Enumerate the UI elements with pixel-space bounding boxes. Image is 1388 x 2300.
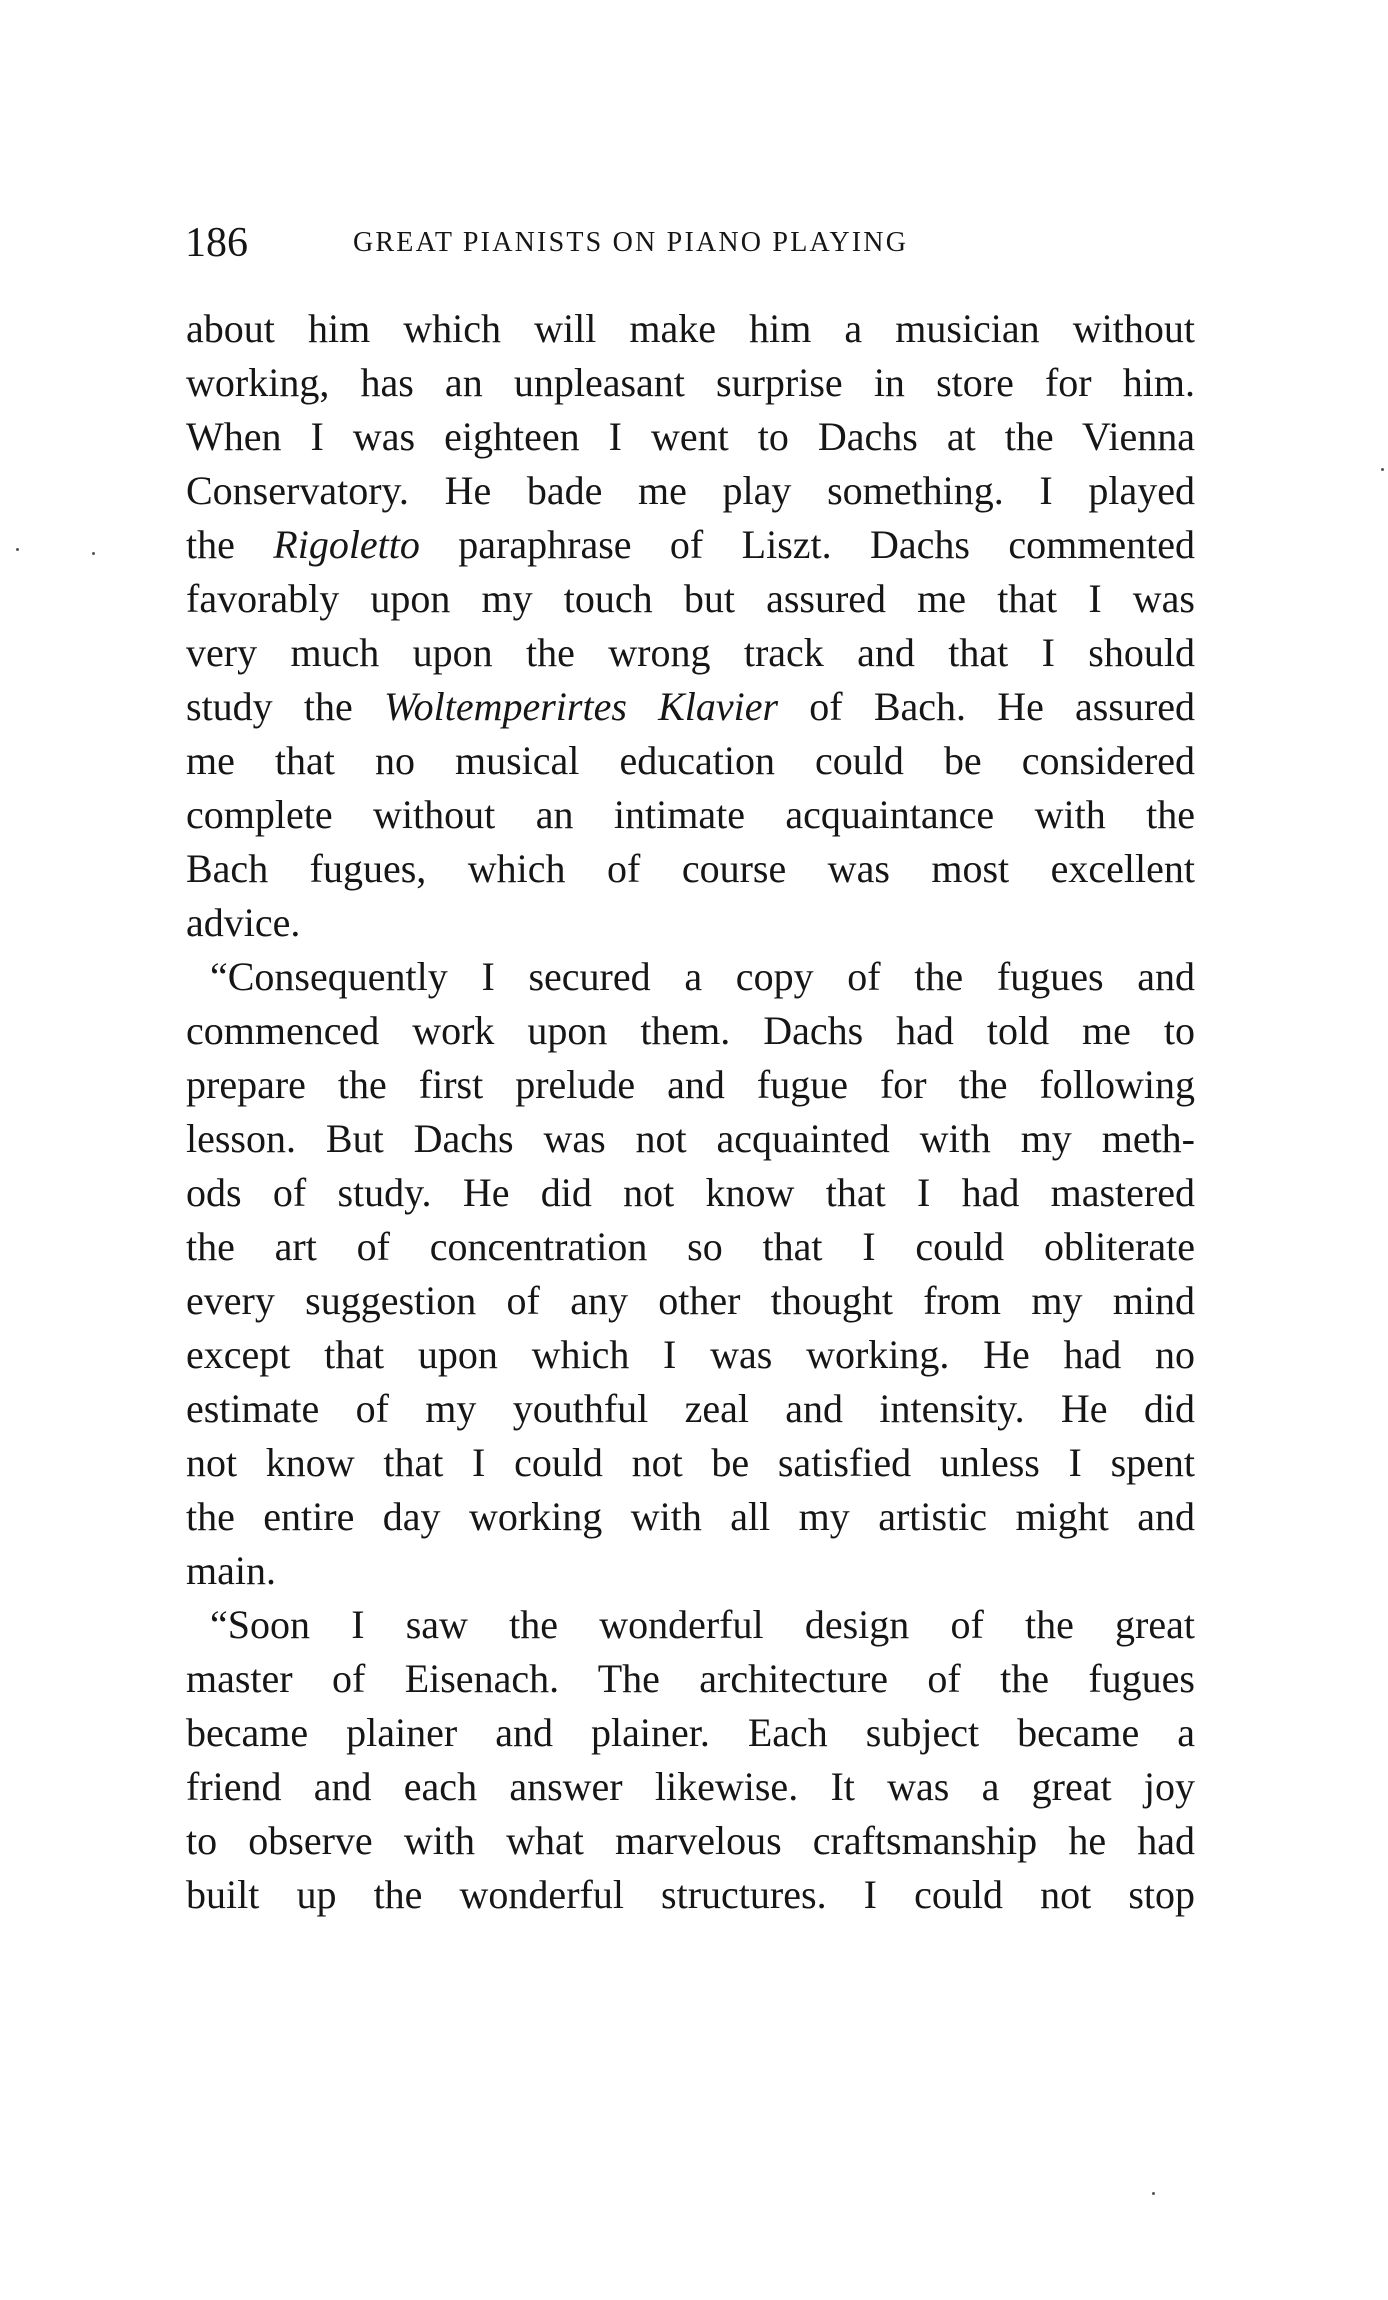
page-number: 186 xyxy=(185,220,248,266)
text-line: complete without an intimate acquaintance with the xyxy=(186,792,1195,837)
text-line: When I was eighteen I went to Dachs at the Vienna xyxy=(186,414,1195,459)
text-line: commenced work upon them. Dachs had told me to xyxy=(186,1008,1195,1053)
text-line: working, has an unpleasant surprise in store for him. xyxy=(186,360,1195,405)
text-line: built up the wonderful structures. I could not stop xyxy=(186,1872,1195,1917)
text-line: except that upon which I was working. He had no xyxy=(186,1332,1195,1377)
text-line: Bach fugues, which of course was most excellent xyxy=(186,846,1195,891)
text-line: me that no musical education could be considered xyxy=(186,738,1195,783)
text-line: friend and each answer likewise. It was a great joy xyxy=(186,1764,1195,1809)
text-segment: of Bach. He assured xyxy=(778,684,1196,729)
text-line: to observe with what marvelous craftsmanship he had xyxy=(186,1818,1195,1863)
paragraph-start-line: “Consequently I secured a copy of the fugues and xyxy=(210,954,1195,999)
text-line: not know that I could not be satisfied unless I spent xyxy=(186,1440,1195,1485)
scan-speck xyxy=(1152,2192,1155,2195)
text-line: lesson. But Dachs was not acquainted with my meth- xyxy=(186,1116,1195,1161)
text-line: ods of study. He did not know that I had mastered xyxy=(186,1170,1195,1215)
text-line: Conservatory. He bade me play something. I played xyxy=(186,468,1195,513)
italic-title-woltemperirtes-klavier: Woltemperirtes Klavier xyxy=(383,684,779,729)
text-line: became plainer and plainer. Each subject became a xyxy=(186,1710,1195,1755)
body-text xyxy=(186,302,1195,1922)
running-head xyxy=(185,218,1195,268)
text-line: advice. xyxy=(186,900,301,945)
italic-title-rigoletto: Rigoletto xyxy=(273,522,420,567)
text-line: master of Eisenach. The architecture of the fugues xyxy=(186,1656,1195,1701)
text-segment: study the xyxy=(186,684,384,729)
text-line xyxy=(186,680,1195,734)
text-line: the art of concentration so that I could obliterate xyxy=(186,1224,1195,1269)
text-line xyxy=(186,518,1195,572)
paragraph-start-line: “Soon I saw the wonderful design of the great xyxy=(210,1602,1195,1647)
text-line: the entire day working with all my artistic might and xyxy=(186,1494,1195,1539)
text-line: very much upon the wrong track and that I should xyxy=(186,630,1195,675)
scan-speck xyxy=(92,552,95,555)
running-title: GREAT PIANISTS ON PIANO PLAYING xyxy=(353,227,909,258)
text-line: prepare the first prelude and fugue for the following xyxy=(186,1062,1195,1107)
scan-speck xyxy=(16,548,19,551)
text-line: about him which will make him a musician without xyxy=(186,306,1195,351)
text-segment: the xyxy=(186,522,274,567)
text-segment: paraphrase of Liszt. Dachs commented xyxy=(419,522,1195,567)
text-line: estimate of my youthful zeal and intensity. He did xyxy=(186,1386,1195,1431)
text-line: every suggestion of any other thought from my mind xyxy=(186,1278,1195,1323)
scan-speck xyxy=(1381,468,1384,471)
text-line: favorably upon my touch but assured me that I was xyxy=(186,576,1195,621)
text-line: main. xyxy=(186,1548,276,1593)
